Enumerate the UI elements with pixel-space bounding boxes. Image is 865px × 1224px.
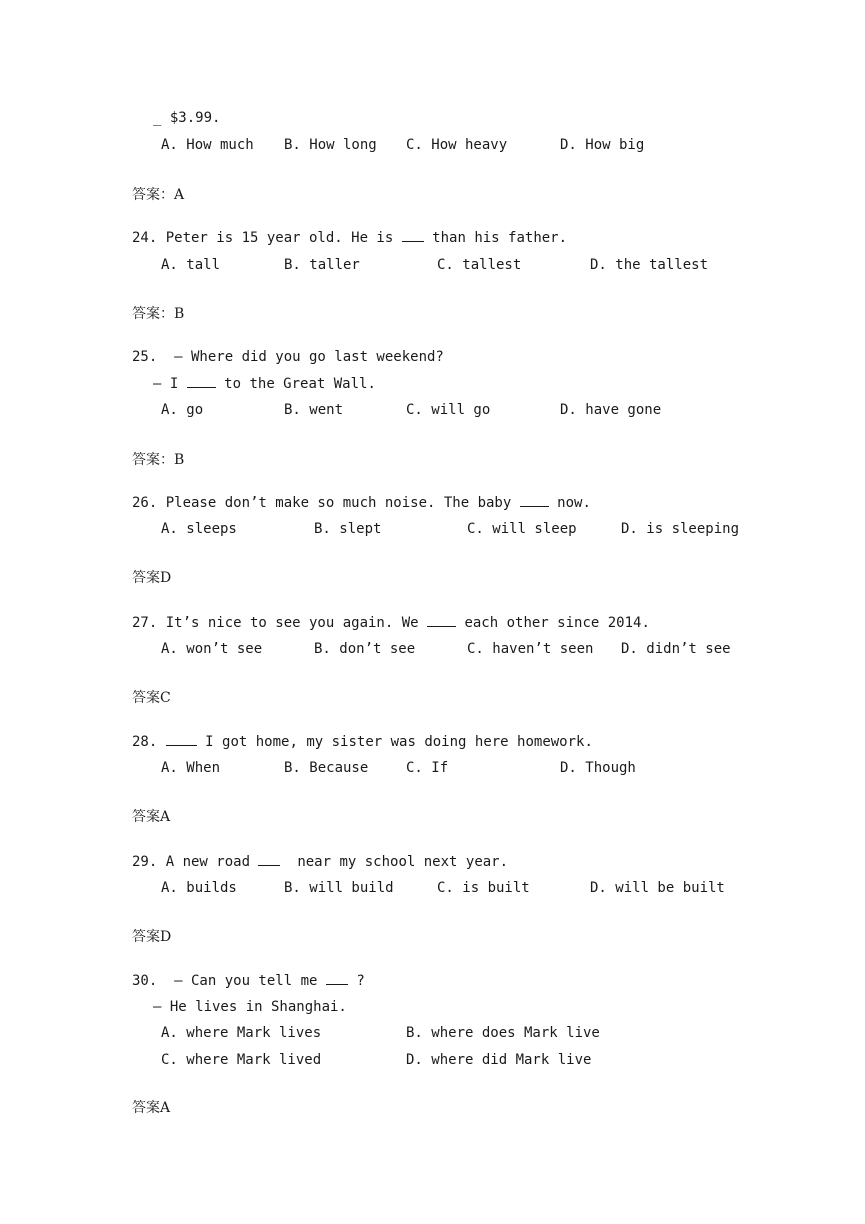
q29-option-c: C. is built: [437, 880, 530, 896]
q26-stem: [132, 494, 591, 512]
q29-option-b: B. will build: [284, 880, 394, 896]
q24-stem: [132, 229, 567, 247]
q25-option-d: D. have gone: [560, 402, 662, 418]
q26-option-b: B. slept: [314, 521, 382, 537]
q28-option-b: B. Because: [284, 760, 369, 776]
q30-reply: – He lives in Shanghai.: [153, 999, 347, 1015]
q26-answer: 答案D: [132, 570, 172, 586]
q27-option-c: C. haven’t seen: [467, 641, 594, 657]
q28-stem: [132, 733, 593, 751]
q30-stem-part1: 30. – Can you tell me: [132, 973, 318, 989]
q24-option-c: C. tallest: [437, 257, 522, 273]
q24-option-b: B. taller: [284, 257, 360, 273]
q30-option-a: A. where Mark lives: [161, 1025, 322, 1041]
q30-answer: 答案A: [132, 1100, 171, 1116]
q23-stem-end: _ $3.99.: [153, 110, 221, 126]
q23-answer: 答案：A: [132, 187, 185, 203]
q27-option-d: D. didn’t see: [621, 641, 731, 657]
q26-option-c: C. will sleep: [467, 521, 577, 537]
q26-blank: [520, 494, 549, 507]
q28-option-a: A. When: [161, 760, 221, 776]
q29-stem-part2: near my school next year.: [297, 854, 509, 870]
q25-option-b: B. went: [284, 402, 344, 418]
q27-blank: [427, 614, 456, 627]
q24-option-a: A. tall: [161, 257, 221, 273]
q25-reply-part1: – I: [153, 376, 179, 392]
q25-stem: 25. – Where did you go last weekend?: [132, 349, 444, 365]
q27-stem: [132, 614, 650, 632]
q29-answer: 答案D: [132, 929, 172, 945]
q29-option-a: A. builds: [161, 880, 237, 896]
q25-reply-part2: to the Great Wall.: [224, 376, 376, 392]
q30-stem-part2: ?: [356, 973, 365, 989]
q30-option-d: D. where did Mark live: [406, 1052, 592, 1068]
q28-option-d: D. Though: [560, 760, 636, 776]
q23-option-d: D. How big: [560, 137, 645, 153]
q26-stem-part1: 26. Please don’t make so much noise. The baby: [132, 495, 512, 511]
q24-blank: [402, 229, 424, 242]
q27-stem-part2: each other since 2014.: [464, 615, 650, 631]
q25-option-a: A. go: [161, 402, 204, 418]
q27-answer: 答案C: [132, 690, 171, 706]
q25-reply: [153, 375, 376, 393]
q23-option-c: C. How heavy: [406, 137, 508, 153]
q28-stem-part2: I got home, my sister was doing here homework.: [205, 734, 593, 750]
q27-stem-part1: 27. It’s nice to see you again. We: [132, 615, 419, 631]
q26-option-d: D. is sleeping: [621, 521, 740, 537]
q24-option-d: D. the tallest: [590, 257, 709, 273]
q27-option-b: B. don’t see: [314, 641, 416, 657]
q25-answer: 答案：B: [132, 452, 185, 468]
q30-stem: [132, 972, 365, 990]
q29-option-d: D. will be built: [590, 880, 725, 896]
q30-blank: [326, 972, 348, 985]
q26-option-a: A. sleeps: [161, 521, 237, 537]
q28-option-c: C. If: [406, 760, 449, 776]
q30-option-b: B. where does Mark live: [406, 1025, 600, 1041]
q26-stem-part2: now.: [557, 495, 591, 511]
q23-option-a: A. How much: [161, 137, 254, 153]
q24-answer: 答案：B: [132, 306, 185, 322]
q25-blank: [187, 375, 216, 388]
q29-stem-part1: 29. A new road: [132, 854, 251, 870]
q28-answer: 答案A: [132, 809, 171, 825]
q30-option-c: C. where Mark lived: [161, 1052, 322, 1068]
q29-blank: [258, 853, 280, 866]
q23-option-b: B. How long: [284, 137, 377, 153]
q28-stem-part1: 28.: [132, 734, 158, 750]
q28-blank: [166, 733, 197, 746]
q27-option-a: A. won’t see: [161, 641, 263, 657]
q24-stem-part2: than his father.: [432, 230, 568, 246]
q24-stem-part1: 24. Peter is 15 year old. He is: [132, 230, 394, 246]
q29-stem: [132, 853, 508, 871]
q25-option-c: C. will go: [406, 402, 491, 418]
